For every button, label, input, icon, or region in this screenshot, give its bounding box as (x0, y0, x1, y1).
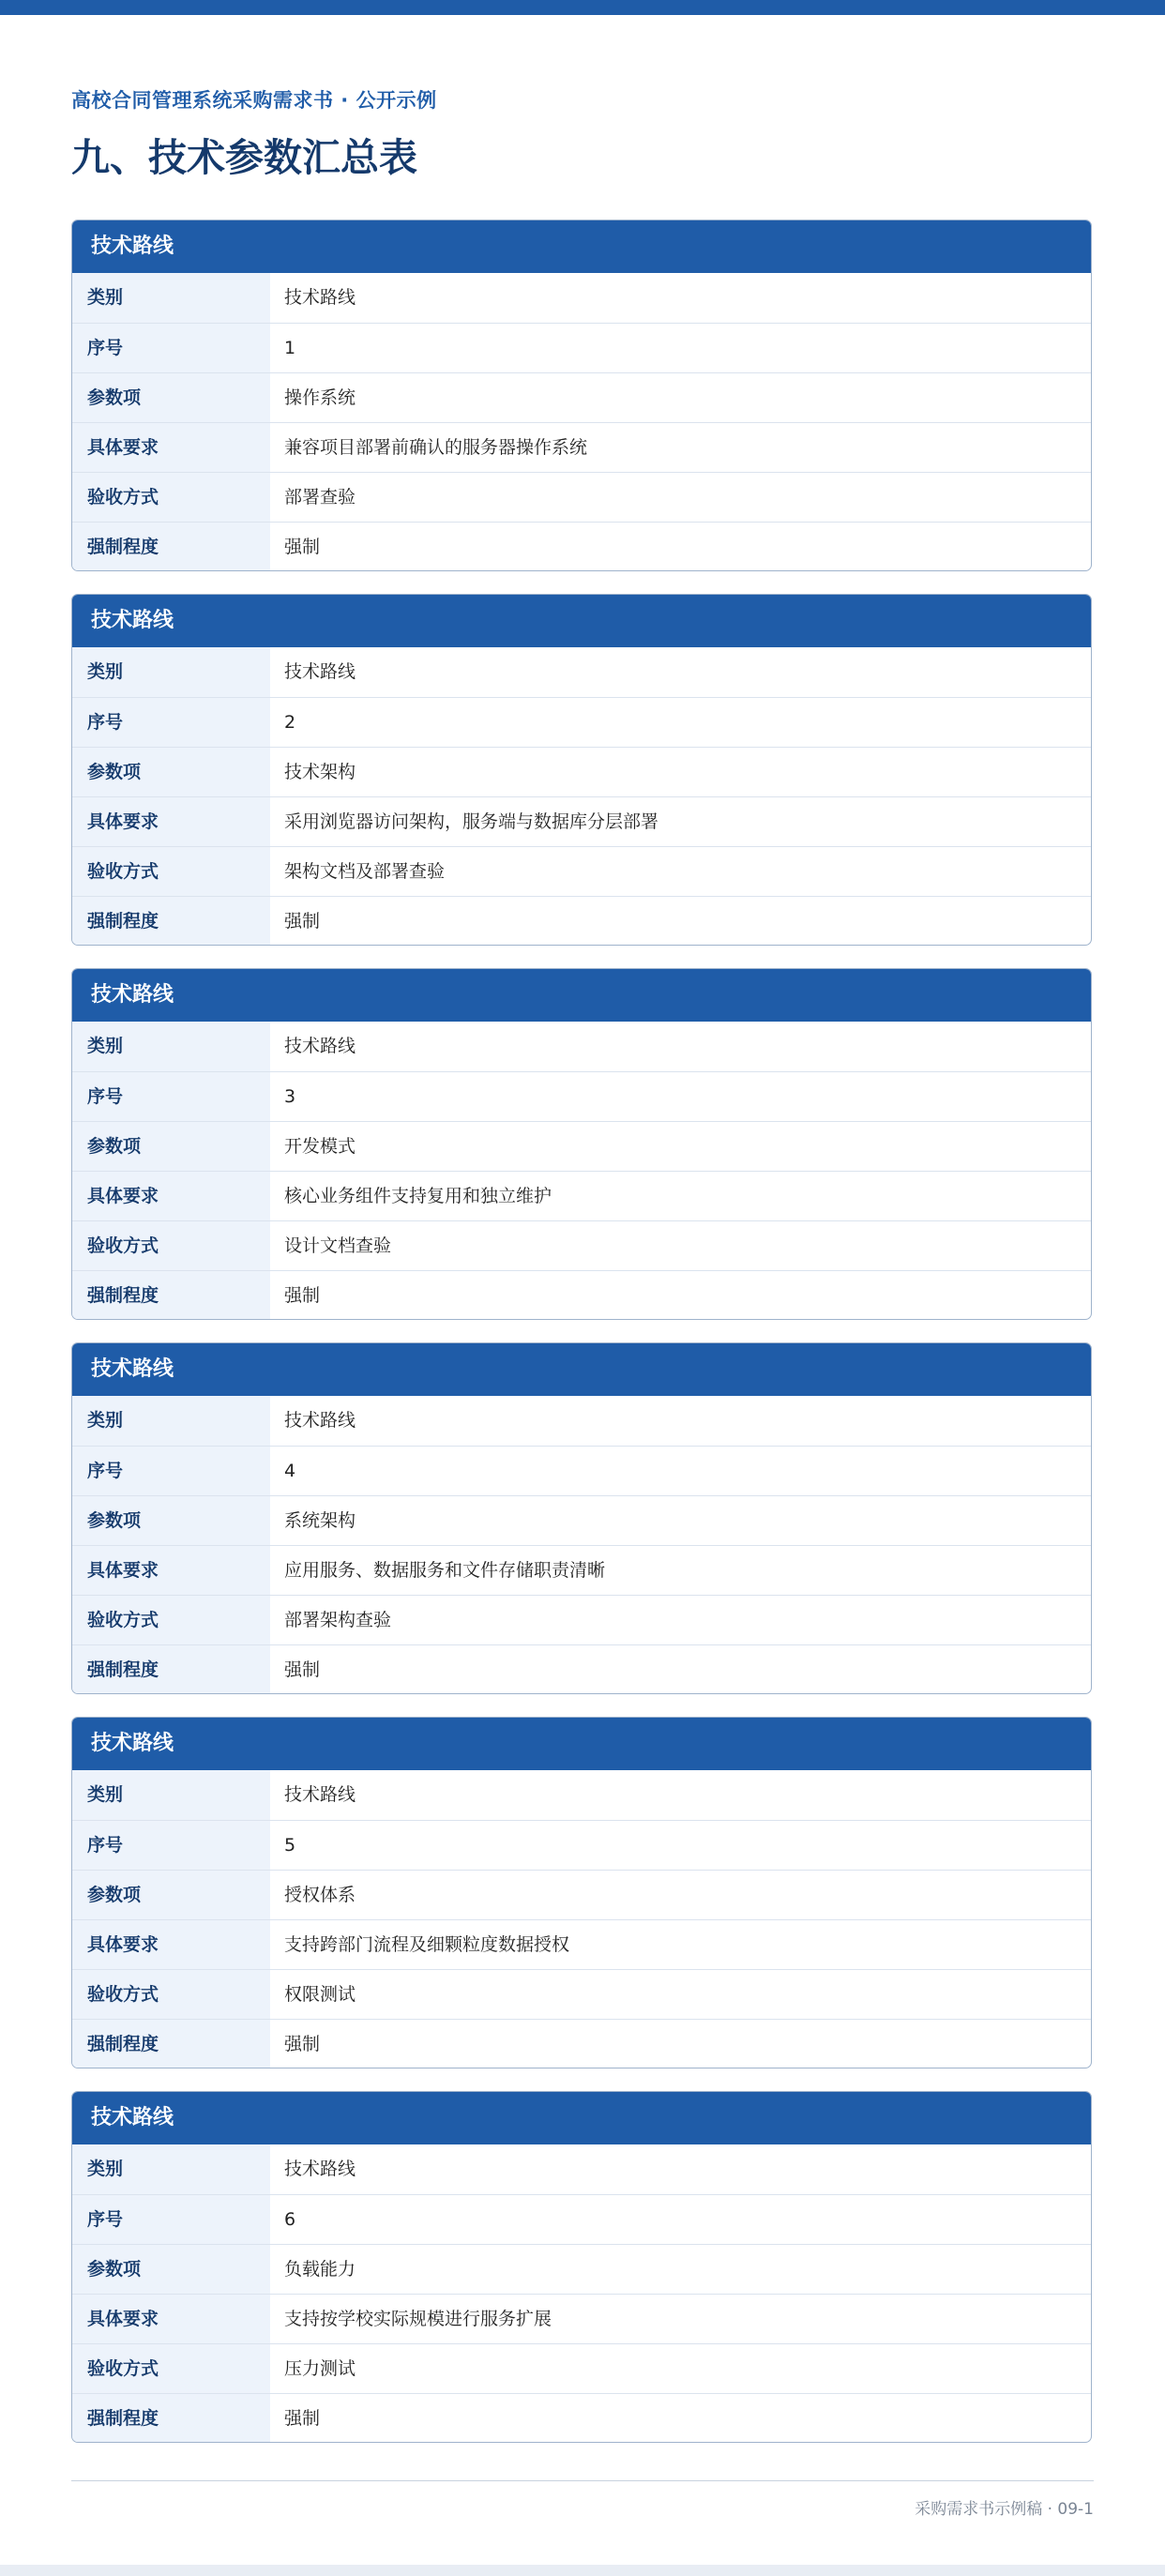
parameter-value: 技术架构 (284, 762, 356, 782)
table-row (72, 2343, 1091, 2393)
top-accent-bar (0, 0, 1165, 15)
category-label: 类别 (72, 1396, 270, 1446)
table-row (72, 1595, 1091, 1644)
index-label: 序号 (72, 698, 270, 747)
table-row (72, 1121, 1091, 1171)
card-header: 技术路线 (72, 595, 1091, 647)
table-row (72, 846, 1091, 896)
param-card (71, 594, 1092, 946)
mandatory-level-label: 强制程度 (72, 1645, 270, 1694)
card-header: 技术路线 (72, 2092, 1091, 2144)
table-row (72, 2194, 1091, 2244)
index-label: 序号 (72, 1072, 270, 1121)
table-row (72, 273, 1091, 323)
table-row (72, 697, 1091, 747)
requirement-label: 具体要求 (72, 1546, 270, 1595)
category-value: 技术路线 (284, 2159, 356, 2179)
table-row (72, 647, 1091, 697)
category-label: 类别 (72, 647, 270, 697)
index-value: 5 (284, 1835, 296, 1856)
parameter-value: 系统架构 (284, 1510, 356, 1531)
parameter-value: 授权体系 (284, 1885, 356, 1905)
param-card (71, 2091, 1092, 2443)
acceptance-method-value: 部署架构查验 (284, 1610, 392, 1630)
table-row (72, 1446, 1091, 1495)
parameter-cards (71, 220, 1094, 2465)
acceptance-method-label: 验收方式 (72, 473, 270, 522)
requirement-value: 核心业务组件支持复用和独立维护 (284, 1186, 552, 1206)
requirement-value: 采用浏览器访问架构，服务端与数据库分层部署 (284, 811, 659, 832)
card-header: 技术路线 (72, 1343, 1091, 1396)
table-row (72, 522, 1091, 571)
acceptance-method-value: 压力测试 (284, 2358, 356, 2379)
page-title: 九、技术参数汇总表 (71, 135, 417, 180)
table-row (72, 1171, 1091, 1220)
param-card (71, 1342, 1092, 1694)
requirement-label: 具体要求 (72, 1172, 270, 1220)
mandatory-level-value: 强制 (284, 537, 321, 557)
card-header: 技术路线 (72, 969, 1091, 1022)
acceptance-method-label: 验收方式 (72, 1970, 270, 2019)
acceptance-method-value: 设计文档查验 (284, 1235, 392, 1256)
param-card (71, 968, 1092, 1320)
parameter-label: 参数项 (72, 1871, 270, 1919)
table-row (72, 1770, 1091, 1820)
table-row (72, 1919, 1091, 1969)
param-card (71, 220, 1092, 571)
acceptance-method-label: 验收方式 (72, 1596, 270, 1644)
index-label: 序号 (72, 2195, 270, 2244)
requirement-value: 应用服务、数据服务和文件存储职责清晰 (284, 1560, 606, 1581)
mandatory-level-value: 强制 (284, 2034, 321, 2054)
table-row (72, 1396, 1091, 1446)
category-label: 类别 (72, 1770, 270, 1820)
document-subtitle: 高校合同管理系统采购需求书 · 公开示例 (71, 89, 437, 112)
requirement-label: 具体要求 (72, 1920, 270, 1969)
mandatory-level-label: 强制程度 (72, 2020, 270, 2068)
table-row (72, 796, 1091, 846)
mandatory-level-label: 强制程度 (72, 1271, 270, 1320)
mandatory-level-label: 强制程度 (72, 523, 270, 571)
index-label: 序号 (72, 1821, 270, 1870)
acceptance-method-label: 验收方式 (72, 1221, 270, 1270)
table-row (72, 323, 1091, 372)
parameter-label: 参数项 (72, 2245, 270, 2294)
requirement-value: 支持跨部门流程及细颗粒度数据授权 (284, 1934, 570, 1955)
category-value: 技术路线 (284, 287, 356, 308)
table-row (72, 472, 1091, 522)
mandatory-level-value: 强制 (284, 1659, 321, 1680)
acceptance-method-value: 权限测试 (284, 1984, 356, 2005)
index-value: 3 (284, 1086, 296, 1107)
table-row (72, 1495, 1091, 1545)
acceptance-method-label: 验收方式 (72, 847, 270, 896)
acceptance-method-value: 架构文档及部署查验 (284, 861, 446, 882)
category-label: 类别 (72, 2144, 270, 2194)
parameter-label: 参数项 (72, 373, 270, 422)
footer-divider (71, 2480, 1094, 2481)
table-row (72, 1644, 1091, 1694)
category-label: 类别 (72, 273, 270, 323)
param-card (71, 1717, 1092, 2068)
category-label: 类别 (72, 1022, 270, 1071)
table-row (72, 2294, 1091, 2343)
category-value: 技术路线 (284, 1410, 356, 1431)
table-row (72, 2244, 1091, 2294)
index-label: 序号 (72, 1447, 270, 1495)
table-row (72, 747, 1091, 796)
mandatory-level-value: 强制 (284, 2408, 321, 2429)
table-row (72, 1870, 1091, 1919)
table-row (72, 1071, 1091, 1121)
requirement-value: 支持按学校实际规模进行服务扩展 (284, 2309, 552, 2329)
parameter-value: 操作系统 (284, 387, 356, 408)
table-row (72, 2019, 1091, 2068)
table-row (72, 2144, 1091, 2194)
index-value: 4 (284, 1461, 296, 1481)
requirement-label: 具体要求 (72, 423, 270, 472)
card-header: 技术路线 (72, 220, 1091, 273)
index-value: 1 (284, 338, 296, 358)
page-header (71, 86, 1094, 182)
acceptance-method-label: 验收方式 (72, 2344, 270, 2393)
category-value: 技术路线 (284, 1036, 356, 1056)
table-row (72, 1270, 1091, 1320)
table-row (72, 2393, 1091, 2443)
index-value: 2 (284, 712, 296, 733)
table-row (72, 422, 1091, 472)
table-row (72, 1022, 1091, 1071)
table-row (72, 372, 1091, 422)
requirement-value: 兼容项目部署前确认的服务器操作系统 (284, 437, 588, 458)
parameter-label: 参数项 (72, 1496, 270, 1545)
table-row (72, 1545, 1091, 1595)
mandatory-level-label: 强制程度 (72, 2394, 270, 2443)
table-row (72, 1969, 1091, 2019)
mandatory-level-value: 强制 (284, 1285, 321, 1306)
index-value: 6 (284, 2209, 296, 2230)
category-value: 技术路线 (284, 1784, 356, 1805)
table-row (72, 1820, 1091, 1870)
index-label: 序号 (72, 324, 270, 372)
acceptance-method-value: 部署查验 (284, 487, 356, 508)
parameter-value: 开发模式 (284, 1136, 356, 1157)
mandatory-level-value: 强制 (284, 911, 321, 932)
requirement-label: 具体要求 (72, 2295, 270, 2343)
parameter-label: 参数项 (72, 748, 270, 796)
requirement-label: 具体要求 (72, 797, 270, 846)
parameter-value: 负载能力 (284, 2259, 356, 2280)
table-row (72, 1220, 1091, 1270)
page-footer: 采购需求书示例稿 · 09-1 (915, 2500, 1094, 2519)
card-header: 技术路线 (72, 1718, 1091, 1770)
mandatory-level-label: 强制程度 (72, 897, 270, 946)
category-value: 技术路线 (284, 661, 356, 682)
table-row (72, 896, 1091, 946)
parameter-label: 参数项 (72, 1122, 270, 1171)
bottom-bar (0, 2565, 1165, 2576)
